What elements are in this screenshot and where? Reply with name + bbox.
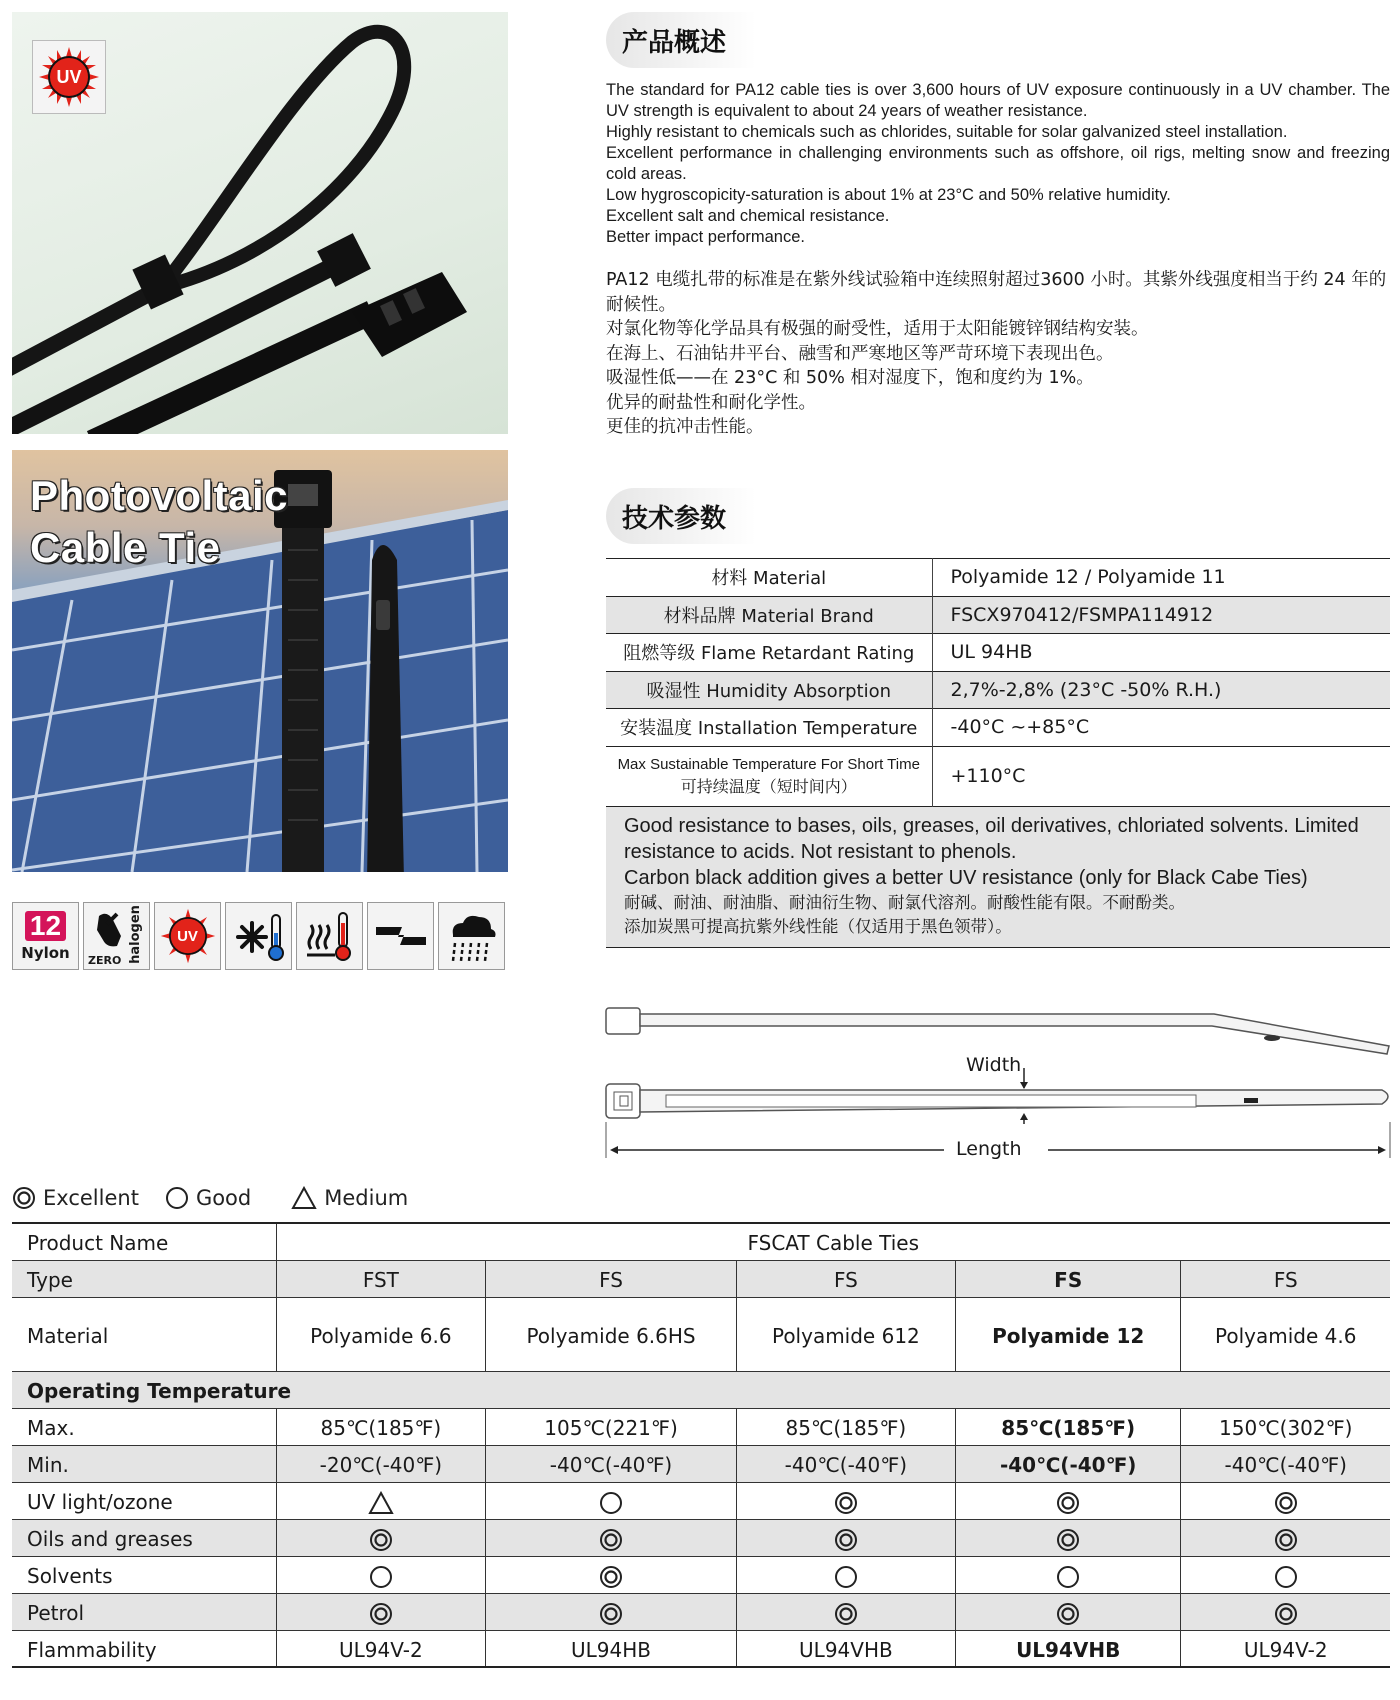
- row-label: Max.: [12, 1408, 276, 1445]
- overview-cn-line: PA12 电缆扎带的标准是在紫外线试验箱中连续照射超过3600 小时。其紫外线强度相当于约 24 年的耐候性。: [606, 270, 1387, 315]
- max-temp-row: [12, 1408, 1390, 1445]
- product-name-row: [12, 1223, 1390, 1260]
- oils-rating-icon: [736, 1519, 955, 1556]
- oils-rating-icon: [1181, 1519, 1390, 1556]
- snowflake-thermometer-icon: [230, 907, 288, 965]
- type-cell: FS: [736, 1260, 955, 1297]
- double-circle-icon: [1056, 1491, 1080, 1515]
- spec-value: 2,7%-2,8% (23°C -50% R.H.): [932, 671, 1390, 709]
- overview-chinese: [606, 268, 1390, 440]
- min-cell: -40℃(-40℉): [486, 1445, 737, 1482]
- solvents-rating-icon: [276, 1556, 486, 1593]
- rain-icon: [438, 902, 505, 970]
- uv-rating-icon: [955, 1482, 1181, 1519]
- overview-en-line: Highly resistant to chemicals such as chlorides, suitable for solar galvanized steel installation.: [606, 123, 1288, 141]
- uv-rating-icon: [736, 1482, 955, 1519]
- short-time-label-en: Max Sustainable Temperature For Short Time: [617, 756, 920, 773]
- rain-cloud-icon: [443, 907, 501, 965]
- nylon-label: Nylon: [21, 943, 70, 962]
- overview-cn-line: 更佳的抗冲击性能。: [606, 417, 764, 437]
- uv-resistant-icon: [154, 902, 221, 970]
- overview-en-line: Low hygroscopicity-saturation is about 1% at 23°C and 50% relative humidity.: [606, 186, 1171, 204]
- overview-en-line: The standard for PA12 cable ties is over 3,600 hours of UV exposure continuously in a UV chamber. The UV strength is equivalent to about 24 years of weather resistance.: [606, 81, 1390, 120]
- uv-protection-badge: [32, 40, 106, 114]
- legend-good-label: Good: [195, 1186, 252, 1210]
- halogen-text: halogen: [128, 905, 144, 964]
- row-label: Product Name: [12, 1223, 276, 1260]
- circle-icon: [165, 1186, 189, 1210]
- spec-label: 材料品牌 Material Brand: [606, 596, 932, 634]
- row-label: UV light/ozone: [12, 1482, 276, 1519]
- flammability-row: [12, 1630, 1390, 1667]
- petrol-rating-icon: [955, 1593, 1181, 1630]
- max-cell: 85℃(185℉): [276, 1408, 486, 1445]
- oils-rating-icon: [955, 1519, 1181, 1556]
- petrol-rating-icon: [486, 1593, 737, 1630]
- type-cell: FST: [276, 1260, 486, 1297]
- spec-row: [606, 559, 1390, 597]
- min-cell: -40℃(-40℉): [1181, 1445, 1390, 1482]
- spec-value: UL 94HB: [932, 634, 1390, 672]
- type-cell: FS: [1181, 1260, 1390, 1297]
- spec-label-short-time: [606, 746, 932, 806]
- double-circle-icon: [12, 1186, 36, 1210]
- min-cell: -40℃(-40℉): [955, 1445, 1181, 1482]
- cable-tie-product-photo: [12, 12, 508, 434]
- row-label: Petrol: [12, 1593, 276, 1630]
- double-circle-icon: [1274, 1602, 1298, 1626]
- petrol-rating-icon: [276, 1593, 486, 1630]
- note-en-1: Good resistance to bases, oils, greases, oil derivatives, chloriated solvents. Limited resistance to acids. Not resistant to phenols.: [624, 814, 1359, 863]
- type-cell: FS: [955, 1260, 1181, 1297]
- spec-value: -40°C ~+85°C: [932, 709, 1390, 747]
- double-circle-icon: [599, 1528, 623, 1552]
- flammability-cell: UL94V-2: [276, 1630, 486, 1667]
- circle-icon: [369, 1565, 393, 1589]
- double-circle-icon: [599, 1565, 623, 1589]
- nylon-12-icon: [12, 902, 79, 970]
- material-cell: Polyamide 612: [736, 1297, 955, 1371]
- row-label: Type: [12, 1260, 276, 1297]
- photovoltaic-title: [30, 470, 288, 574]
- overview-cn-line: 对氯化物等化学品具有极强的耐受性，适用于太阳能镀锌钢结构安装。: [606, 319, 1149, 339]
- spec-row: [606, 634, 1390, 672]
- overview-en-line: Excellent performance in challenging environments such as offshore, oil rigs, melting snow and freezing cold areas.: [606, 144, 1390, 183]
- solar-panel-photo: [12, 450, 508, 872]
- row-label: Flammability: [12, 1630, 276, 1667]
- overview-cn-line: 优异的耐盐性和耐化学性。: [606, 392, 816, 413]
- min-cell: -40℃(-40℉): [736, 1445, 955, 1482]
- uv-rating-icon: [486, 1482, 737, 1519]
- solvents-row: [12, 1556, 1390, 1593]
- legend-medium-label: Medium: [324, 1186, 409, 1210]
- lightning-icon: [367, 902, 434, 970]
- double-circle-icon: [1274, 1491, 1298, 1515]
- spec-row: [606, 671, 1390, 709]
- spec-value: FSCX970412/FSMPA114912: [932, 596, 1390, 634]
- operating-temperature-section: [12, 1371, 1390, 1408]
- material-row: [12, 1297, 1390, 1371]
- uv-rating-icon: [276, 1482, 486, 1519]
- uv-row: [12, 1482, 1390, 1519]
- double-circle-icon: [1056, 1528, 1080, 1552]
- double-circle-icon: [834, 1491, 858, 1515]
- lightning-bolt-icon: [372, 907, 430, 965]
- row-label: Min.: [12, 1445, 276, 1482]
- max-cell: 150℃(302℉): [1181, 1408, 1390, 1445]
- material-cell: Polyamide 6.6: [276, 1297, 486, 1371]
- material-cell: Polyamide 4.6: [1181, 1297, 1390, 1371]
- overview-en-line: Excellent salt and chemical resistance.: [606, 207, 890, 225]
- double-circle-icon: [834, 1602, 858, 1626]
- circle-icon: [834, 1565, 858, 1589]
- double-circle-icon: [369, 1528, 393, 1552]
- section-label: Operating Temperature: [12, 1371, 1390, 1408]
- rating-legend: [12, 1186, 434, 1210]
- max-cell: 105℃(221℉): [486, 1408, 737, 1445]
- double-circle-icon: [1056, 1602, 1080, 1626]
- row-label: Material: [12, 1297, 276, 1371]
- nylon-number: 12: [25, 911, 66, 941]
- spec-label: 阻燃等级 Flame Retardant Rating: [606, 634, 932, 672]
- overview-english: [606, 80, 1390, 248]
- note-cn-2: 添加炭黑可提高抗紫外线性能（仅适用于黑色领带）。: [624, 916, 1012, 936]
- product-name-cell: FSCAT Cable Ties: [276, 1223, 1390, 1260]
- triangle-icon: [368, 1491, 394, 1515]
- spec-note: [606, 806, 1390, 947]
- flammability-cell: UL94VHB: [736, 1630, 955, 1667]
- solvents-rating-icon: [955, 1556, 1181, 1593]
- double-circle-icon: [1274, 1528, 1298, 1552]
- overview-cn-line: 吸湿性低——在 23°C 和 50% 相对湿度下，饱和度约为 1%。: [606, 368, 1094, 388]
- flammability-cell: UL94HB: [486, 1630, 737, 1667]
- uv-rating-icon: [1181, 1482, 1390, 1519]
- legend-excellent-label: Excellent: [43, 1186, 139, 1210]
- solvents-rating-icon: [736, 1556, 955, 1593]
- overview-title: 产品概述: [622, 28, 727, 58]
- photo-title-line2: Cable Tie: [30, 524, 221, 571]
- comparison-table: [12, 1222, 1390, 1668]
- spec-table: [606, 558, 1390, 948]
- oils-row: [12, 1519, 1390, 1556]
- zero-text: ZERO: [88, 954, 122, 967]
- oils-rating-icon: [486, 1519, 737, 1556]
- overview-header: [606, 12, 786, 68]
- dimension-drawing: [604, 998, 1394, 1158]
- circle-icon: [599, 1491, 623, 1515]
- min-temp-row: [12, 1445, 1390, 1482]
- petrol-rating-icon: [1181, 1593, 1390, 1630]
- max-cell: 85℃(185℉): [736, 1408, 955, 1445]
- specs-title: 技术参数: [622, 504, 727, 534]
- material-cell: Polyamide 12: [955, 1297, 1181, 1371]
- solvents-rating-icon: [1181, 1556, 1390, 1593]
- uv-icon-text: UV: [177, 927, 198, 945]
- heat-resistant-icon: [296, 902, 363, 970]
- flammability-cell: UL94V-2: [1181, 1630, 1390, 1667]
- circle-icon: [1056, 1565, 1080, 1589]
- photo-title-line1: Photovoltaic: [30, 472, 289, 519]
- triangle-icon: [291, 1186, 317, 1210]
- spec-value: Polyamide 12 / Polyamide 11: [932, 559, 1390, 597]
- feature-icons-row: [12, 902, 508, 970]
- heat-thermometer-icon: [301, 907, 359, 965]
- uv-badge-text: UV: [56, 66, 82, 87]
- spec-label: 材料 Material: [606, 559, 932, 597]
- zero-halogen-icon: [83, 902, 150, 970]
- overview-cn-line: 在海上、石油钻井平台、融雪和严寒地区等严苛环境下表现出色。: [606, 343, 1114, 364]
- spec-label: 安装温度 Installation Temperature: [606, 709, 932, 747]
- overview-en-line: Better impact performance.: [606, 228, 805, 246]
- oils-rating-icon: [276, 1519, 486, 1556]
- max-cell: 85℃(185℉): [955, 1408, 1181, 1445]
- row-label: Solvents: [12, 1556, 276, 1593]
- legend-excellent: [12, 1186, 139, 1210]
- solvents-rating-icon: [486, 1556, 737, 1593]
- flammability-cell: UL94VHB: [955, 1630, 1181, 1667]
- material-cell: Polyamide 6.6HS: [486, 1297, 737, 1371]
- type-row: [12, 1260, 1390, 1297]
- spec-label: 吸湿性 Humidity Absorption: [606, 671, 932, 709]
- min-cell: -20℃(-40℉): [276, 1445, 486, 1482]
- legend-good: [165, 1186, 251, 1210]
- specs-header: [606, 488, 786, 544]
- cold-resistant-icon: [225, 902, 292, 970]
- double-circle-icon: [834, 1528, 858, 1552]
- double-circle-icon: [599, 1602, 623, 1626]
- legend-medium: [291, 1186, 408, 1210]
- spec-row: [606, 596, 1390, 634]
- length-label: Length: [956, 1138, 1022, 1160]
- double-circle-icon: [369, 1602, 393, 1626]
- row-label: Oils and greases: [12, 1519, 276, 1556]
- petrol-rating-icon: [736, 1593, 955, 1630]
- note-en-2: Carbon black addition gives a better UV resistance (only for Black Cabe Ties): [624, 866, 1308, 889]
- circle-icon: [1274, 1565, 1298, 1589]
- type-cell: FS: [486, 1260, 737, 1297]
- spec-value: +110°C: [932, 746, 1390, 806]
- note-cn-1: 耐碱、耐油、耐油脂、耐油衍生物、耐氯代溶剂。耐酸性能有限。不耐酚类。: [624, 892, 1185, 912]
- spec-note-row: [606, 806, 1390, 947]
- short-time-label-cn: 可持续温度（短时间内）: [680, 777, 857, 796]
- width-label: Width: [966, 1054, 1022, 1076]
- spec-row: [606, 709, 1390, 747]
- spec-row: [606, 746, 1390, 806]
- cable-tie-dimension-diagram: [604, 998, 1394, 1158]
- petrol-row: [12, 1593, 1390, 1630]
